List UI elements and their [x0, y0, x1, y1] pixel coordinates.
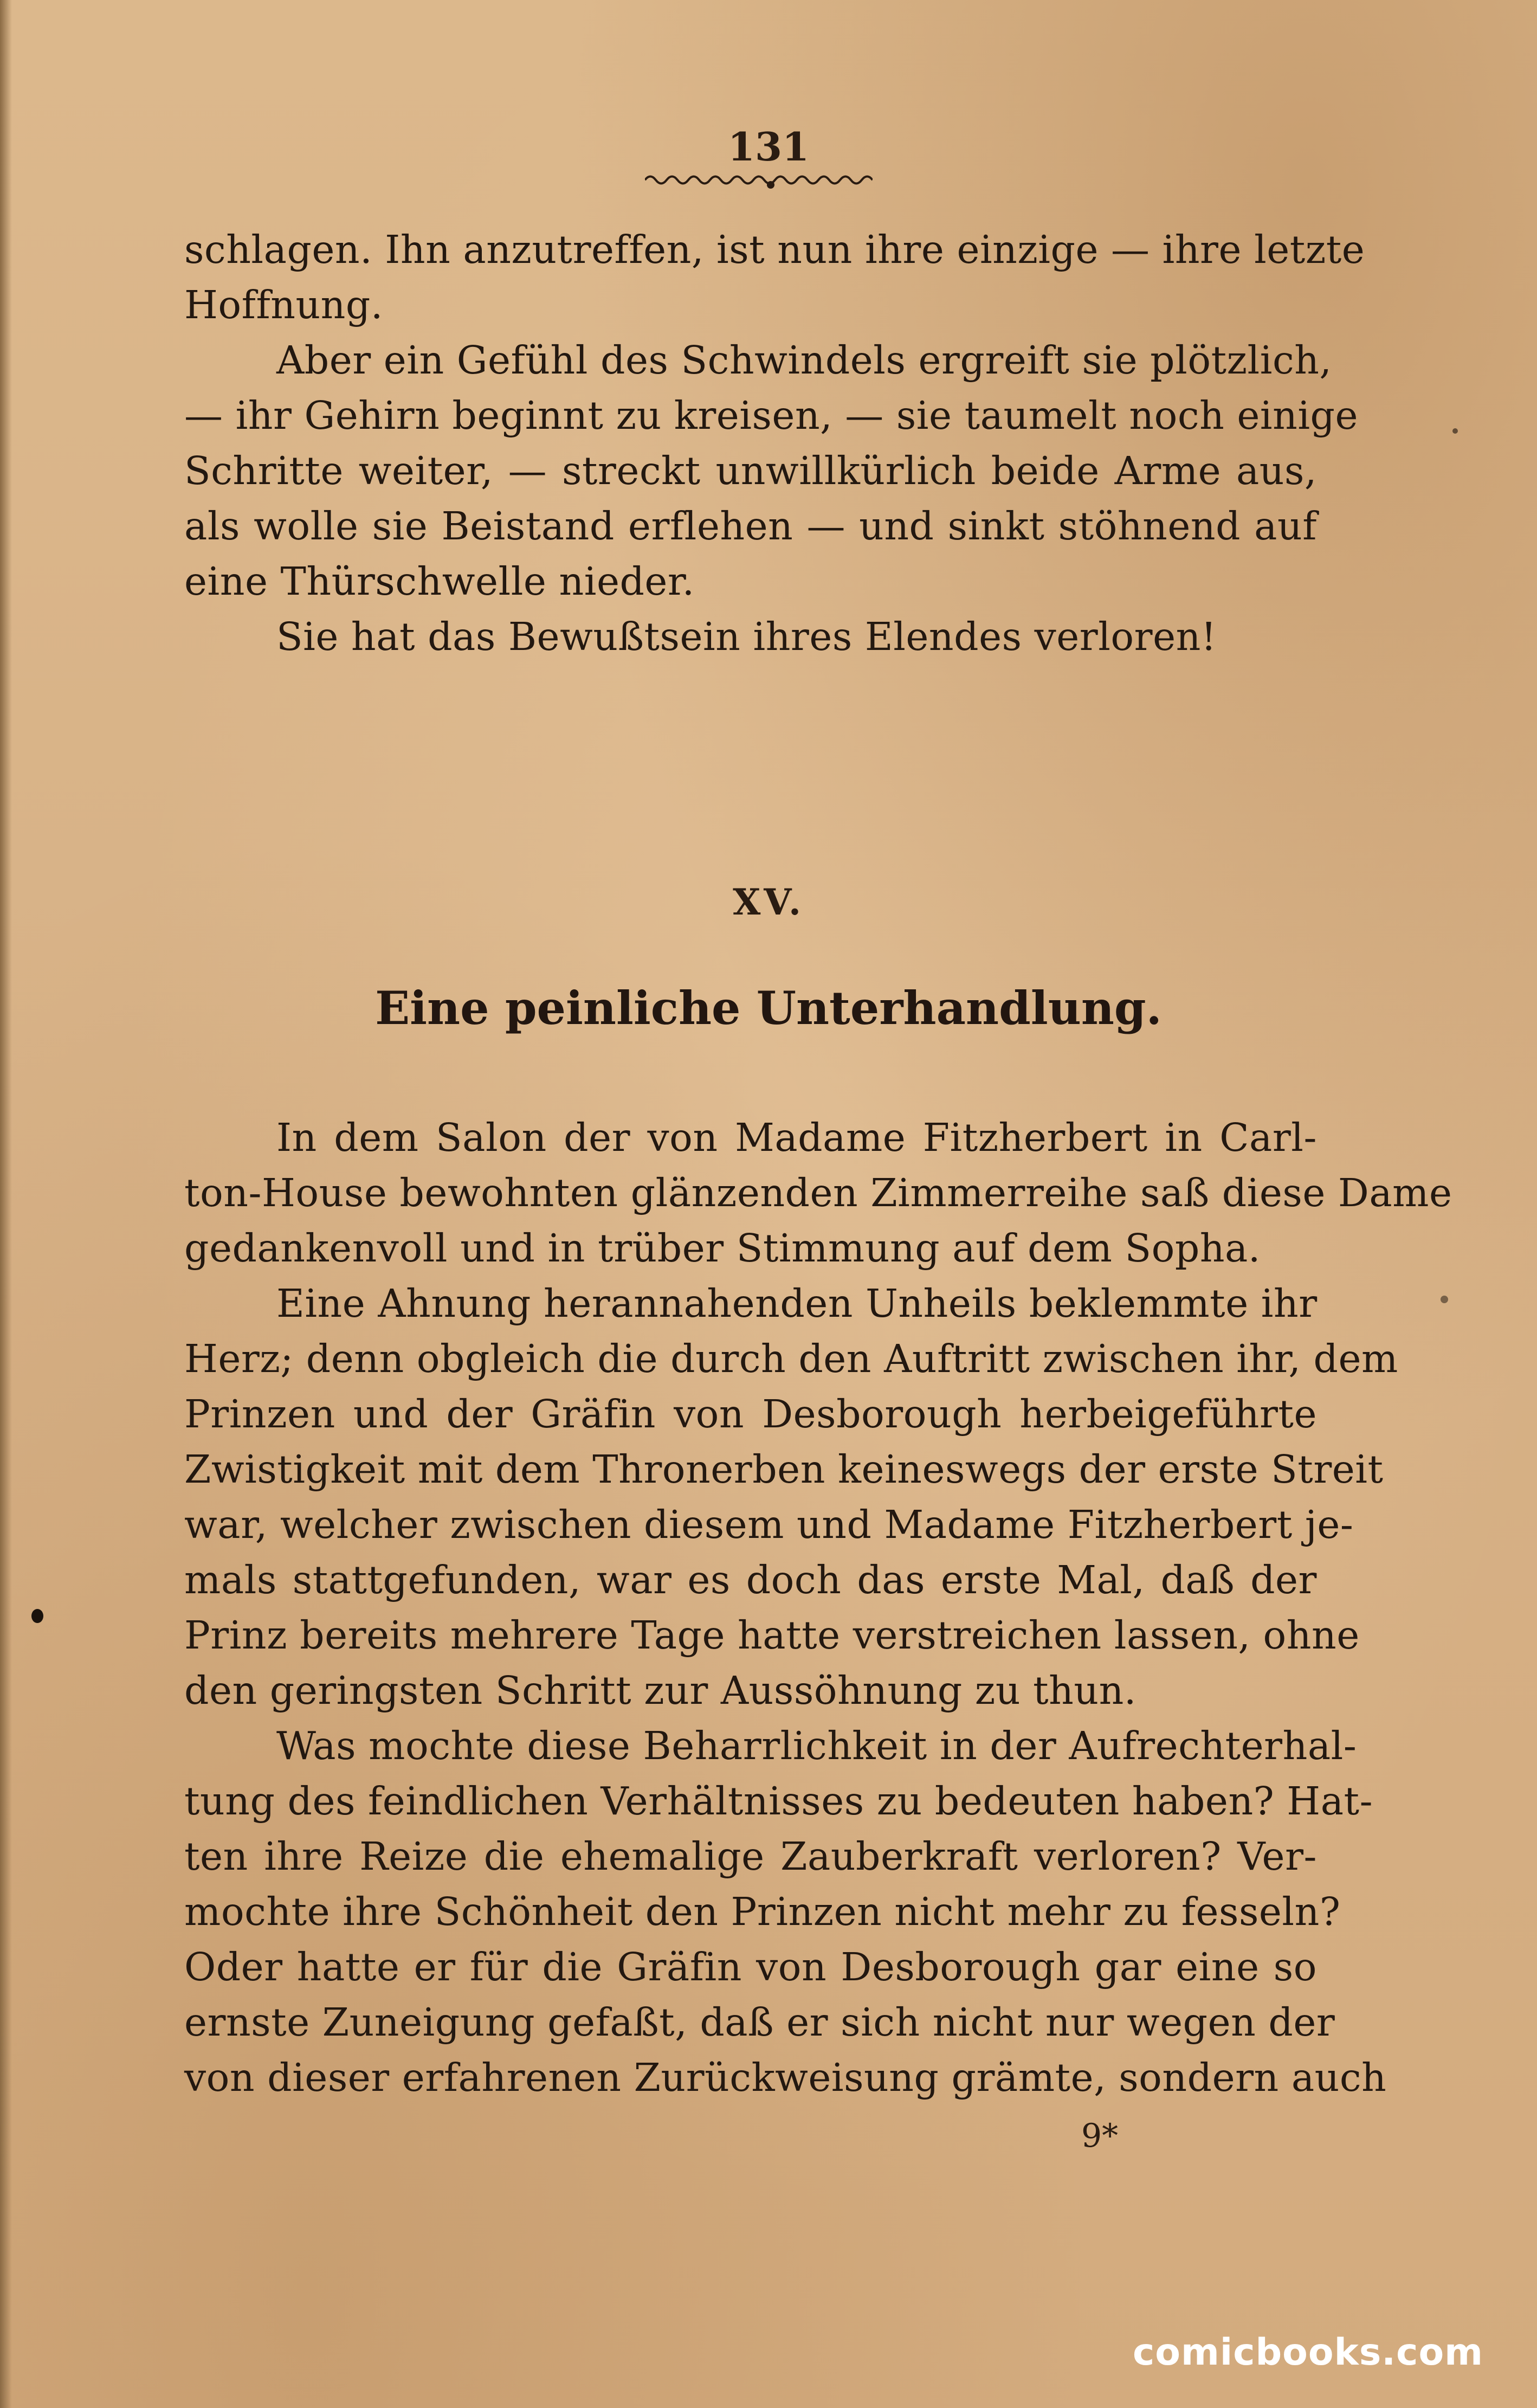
chapter-title: Eine peinliche Unterhandlung.	[375, 981, 1162, 1035]
text-line: mochte ihre Schönheit den Prinzen nicht mehr zu fesseln?	[184, 1889, 1341, 1934]
text-line: Sie hat das Bewußtsein ihres Elendes verloren!	[276, 614, 1217, 659]
text-line: als wolle sie Beistand erflehen — und sinkt stöhnend auf	[184, 504, 1317, 549]
text-line: ten ihre Reize die ehemalige Zauberkraft verloren? Ver-	[184, 1834, 1317, 1879]
chapter-body-text	[184, 1110, 1452, 2106]
ink-speck	[31, 1609, 43, 1623]
text-line: Hoffnung.	[184, 282, 383, 327]
text-line: schlagen. Ihn anzutreffen, ist nun ihre einzige — ihre letzte	[184, 227, 1365, 272]
text-line: In dem Salon der von Madame Fitzherbert in Carl-	[276, 1115, 1317, 1160]
text-line: — ihr Gehirn beginnt zu kreisen, — sie taumelt noch einige	[184, 393, 1359, 438]
ink-speck	[1441, 1296, 1448, 1303]
page-edge-shadow	[0, 0, 12, 2408]
text-line: war, welcher zwischen diesem und Madame Fitzherbert je-	[184, 1502, 1354, 1547]
page-number: 131	[727, 124, 810, 170]
text-line: Prinz bereits mehrere Tage hatte verstreichen lassen, ohne	[184, 1613, 1360, 1658]
text-line: ton-House bewohnten glänzenden Zimmerreihe saß diese Dame	[184, 1170, 1452, 1215]
text-line: Prinzen und der Gräfin von Desborough herbeigeführte	[184, 1392, 1317, 1437]
text-line: Herz; denn obgleich die durch den Auftritt zwischen ihr, dem	[184, 1336, 1398, 1381]
watermark: comicbooks.com	[1133, 2331, 1484, 2374]
text-line: den geringsten Schritt zur Aussöhnung zu thun.	[184, 1668, 1136, 1713]
ink-speck	[1452, 428, 1458, 434]
text-line: Oder hatte er für die Gräfin von Desborough gar eine so	[184, 1945, 1317, 1990]
text-line: Eine Ahnung herannahenden Unheils beklemmte ihr	[276, 1281, 1318, 1326]
text-line: gedankenvoll und in trüber Stimmung auf dem Sopha.	[184, 1226, 1261, 1271]
continuation-text	[184, 222, 1365, 665]
text-line: von dieser erfahrenen Zurückweisung grämte, sondern auch	[184, 2055, 1387, 2100]
text-line: mals stattgefunden, war es doch das erste Mal, daß der	[184, 1557, 1317, 1602]
text-line: Zwistigkeit mit dem Thronerben keineswegs der erste Streit	[184, 1447, 1384, 1492]
text-line: eine Thürschwelle nieder.	[184, 559, 695, 604]
chapter-number: XV.	[733, 881, 804, 923]
text-line: Schritte weiter, — streckt unwillkürlich beide Arme aus,	[184, 448, 1317, 493]
text-line: Aber ein Gefühl des Schwindels ergreift sie plötzlich,	[276, 338, 1332, 383]
text-line: Was mochte diese Beharrlichkeit in der Aufrechterhal-	[276, 1723, 1357, 1768]
signature-mark: 9*	[1081, 2117, 1119, 2155]
text-line: tung des feindlichen Verhältnisses zu bedeuten haben? Hat-	[184, 1779, 1373, 1824]
text-line: ernste Zuneigung gefaßt, daß er sich nicht nur wegen der	[184, 2000, 1335, 2045]
wavy-rule-ornament	[645, 171, 873, 189]
